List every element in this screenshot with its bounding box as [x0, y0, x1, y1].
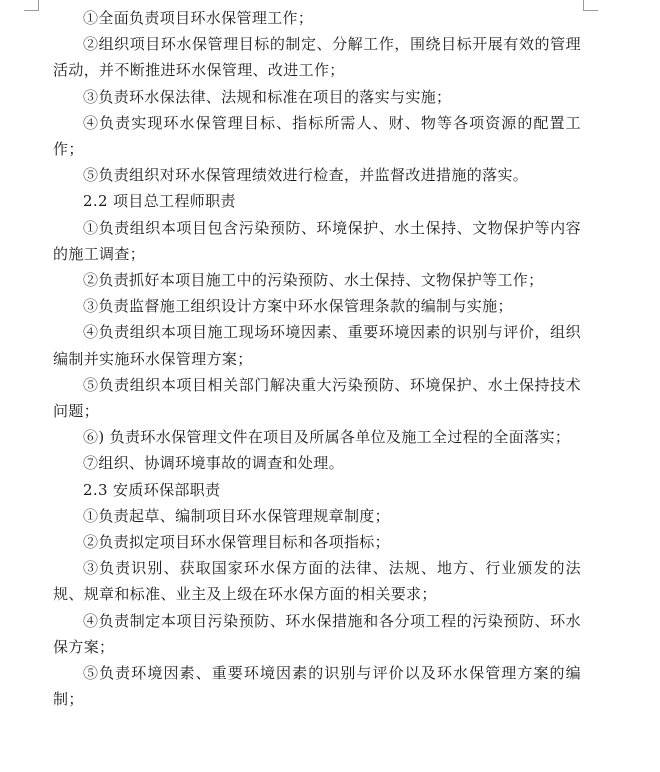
paragraph-duty-item: ②组织项目环水保管理目标的制定、分解工作，围绕目标开展有效的管理活动，并不断推进环水保管理、改进工作；: [53, 35, 581, 80]
paragraph-duty-item: ③负责监督施工组织设计方案中环水保管理条款的编制与实施；: [83, 297, 513, 316]
paragraph-duty-item: ①全面负责项目环水保管理工作；: [83, 9, 314, 27]
paragraph-duty-item: ⑥) 负责环水保管理文件在项目及所属各单位及施工全过程的全面落实；: [83, 428, 571, 447]
paragraph-duty-item: ④负责实现环水保管理目标、指标所需人、财、物等各项资源的配置工作；: [53, 113, 581, 159]
paragraph-duty-item: ⑤负责环境因素、重要环境因素的识别与评价以及环水保管理方案的编制；: [53, 664, 581, 709]
paragraph-duty-item: ③负责识别、获取国家环水保方面的法律、法规、地方、行业颁发的法规、规章和标准、业主及上级在环水保方面的相关要求；: [53, 559, 581, 604]
paragraph-duty-item: ①负责组织本项目包含污染预防、环境保护、水土保持、文物保护等内容的施工调查；: [53, 218, 581, 263]
paragraph-duty-item: ⑦组织、协调环境事故的调查和处理。: [83, 454, 344, 473]
margin-corner-mark-left: [24, 0, 39, 11]
paragraph-duty-item: ④负责制定本项目污染预防、环水保措施和各分项工程的污染预防、环水保方案；: [53, 611, 581, 656]
paragraph-duty-item: ①负责起草、编制项目环水保管理规章制度；: [83, 506, 391, 525]
margin-corner-mark-right: [583, 0, 598, 11]
section-heading: 2.3 安质环保部职责: [83, 480, 221, 499]
paragraph-duty-item: ⑤负责组织本项目相关部门解决重大污染预防、环境保护、水土保持技术问题；: [53, 375, 581, 421]
paragraph-duty-item: ②负责拟定项目环水保管理目标和各项指标；: [83, 533, 391, 552]
paragraph-duty-item: ③负责环水保法律、法规和标准在项目的落实与实施；: [83, 87, 452, 106]
paragraph-duty-item: ②负责抓好本项目施工中的污染预防、水土保持、文物保护等工作；: [83, 271, 544, 290]
paragraph-duty-item: ⑤负责组织对环水保管理绩效进行检查，并监督改进措施的落实。: [83, 166, 529, 185]
paragraph-duty-item: ④负责组织本项目施工现场环境因素、重要环境因素的识别与评价，组织编制并实施环水保管理方案；: [53, 323, 581, 368]
document-body: [53, 5, 581, 712]
section-heading: 2.2 项目总工程师职责: [83, 192, 236, 211]
